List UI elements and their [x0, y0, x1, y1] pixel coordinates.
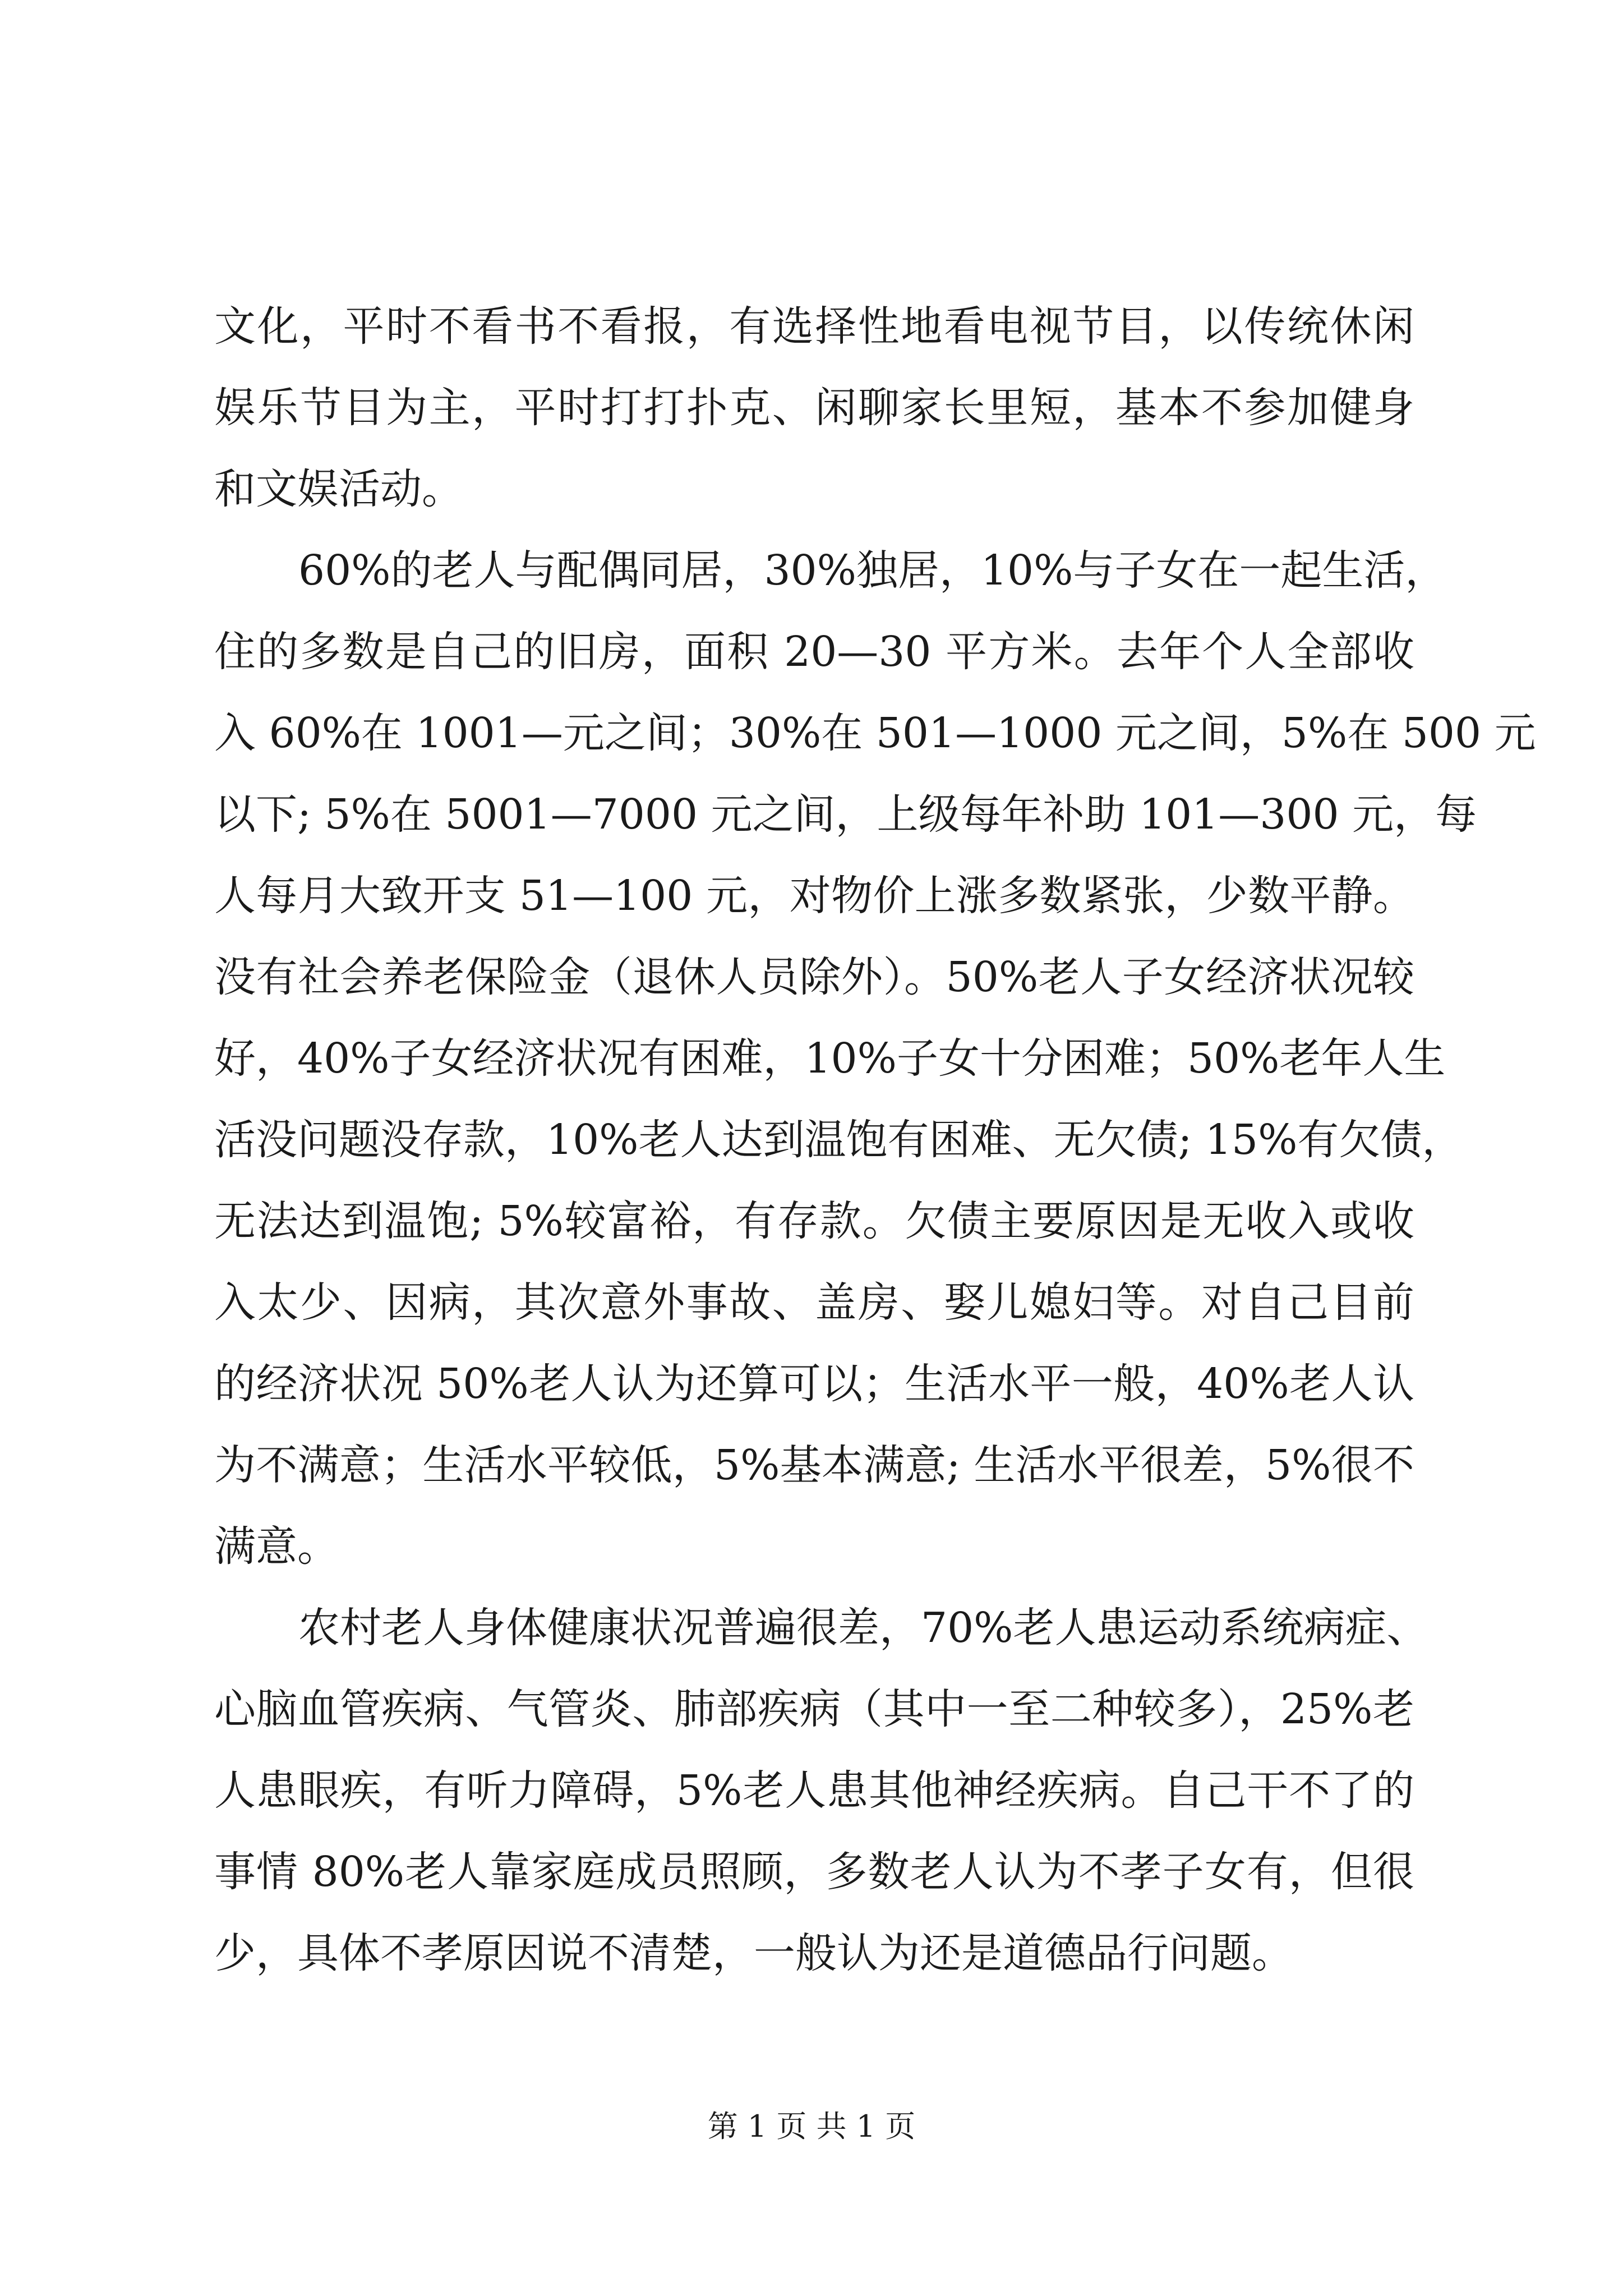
paragraph-line: 活没问题没存款，10%老人达到温饱有困难、无欠债; 15%有欠债， [214, 1116, 1464, 1164]
paragraph-line: 满意。 [214, 1522, 339, 1571]
paragraph-line: 文化，平时不看书不看报，有选择性地看电视节目，以传统休闲 [214, 302, 1414, 351]
paragraph-line: 为不满意；生活水平较低，5%基本满意; 生活水平很差，5%很不 [214, 1441, 1414, 1489]
paragraph-line: 人患眼疾，有听力障碍，5%老人患其他神经疾病。自己干不了的 [214, 1766, 1414, 1815]
paragraph-line: 以下; 5%在 5001—7000 元之间，上级每年补助 101—300 元，每 [214, 790, 1477, 839]
paragraph-line: 入 60%在 1001—元之间；30%在 501—1000 元之间，5%在 500 元 [214, 709, 1536, 757]
document-body [214, 286, 1536, 1994]
paragraph-line: 事情 80%老人靠家庭成员照顾，多数老人认为不孝子女有，但很 [214, 1848, 1414, 1896]
paragraph-line: 无法达到温饱; 5%较富裕，有存款。欠债主要原因是无收入或收 [214, 1197, 1414, 1245]
paragraph-line: 农村老人身体健康状况普遍很差，70%老人患运动系统病症、 [298, 1604, 1428, 1652]
paragraph-line: 心脑血管疾病、气管炎、肺部疾病（其中一至二种较多），25%老 [214, 1685, 1414, 1733]
page-footer: 第 1 页 共 1 页 [707, 2109, 916, 2144]
paragraph-line: 人每月大致开支 51—100 元，对物价上涨多数紧张，少数平静。 [214, 872, 1414, 920]
paragraph-line: 少，具体不孝原因说不清楚，一般认为还是道德品行问题。 [214, 1929, 1293, 1977]
paragraph-line: 好，40%子女经济状况有困难，10%子女十分困难；50%老年人生 [214, 1034, 1446, 1083]
paragraph-line: 和文娱活动。 [214, 465, 463, 513]
paragraph-line: 60%的老人与配偶同居，30%独居，10%与子女在一起生活， [298, 546, 1447, 595]
paragraph-line: 没有社会养老保险金（退休人员除外）。50%老人子女经济状况较 [214, 953, 1414, 1001]
paragraph-line: 住的多数是自己的旧房，面积 20—30 平方米。去年个人全部收 [214, 628, 1414, 676]
paragraph-line: 的经济状况 50%老人认为还算可以；生活水平一般，40%老人认 [214, 1360, 1414, 1408]
paragraph-line: 入太少、因病，其次意外事故、盖房、娶儿媳妇等。对自己目前 [214, 1278, 1414, 1327]
paragraph-line: 娱乐节目为主，平时打打扑克、闲聊家长里短，基本不参加健身 [214, 384, 1414, 432]
